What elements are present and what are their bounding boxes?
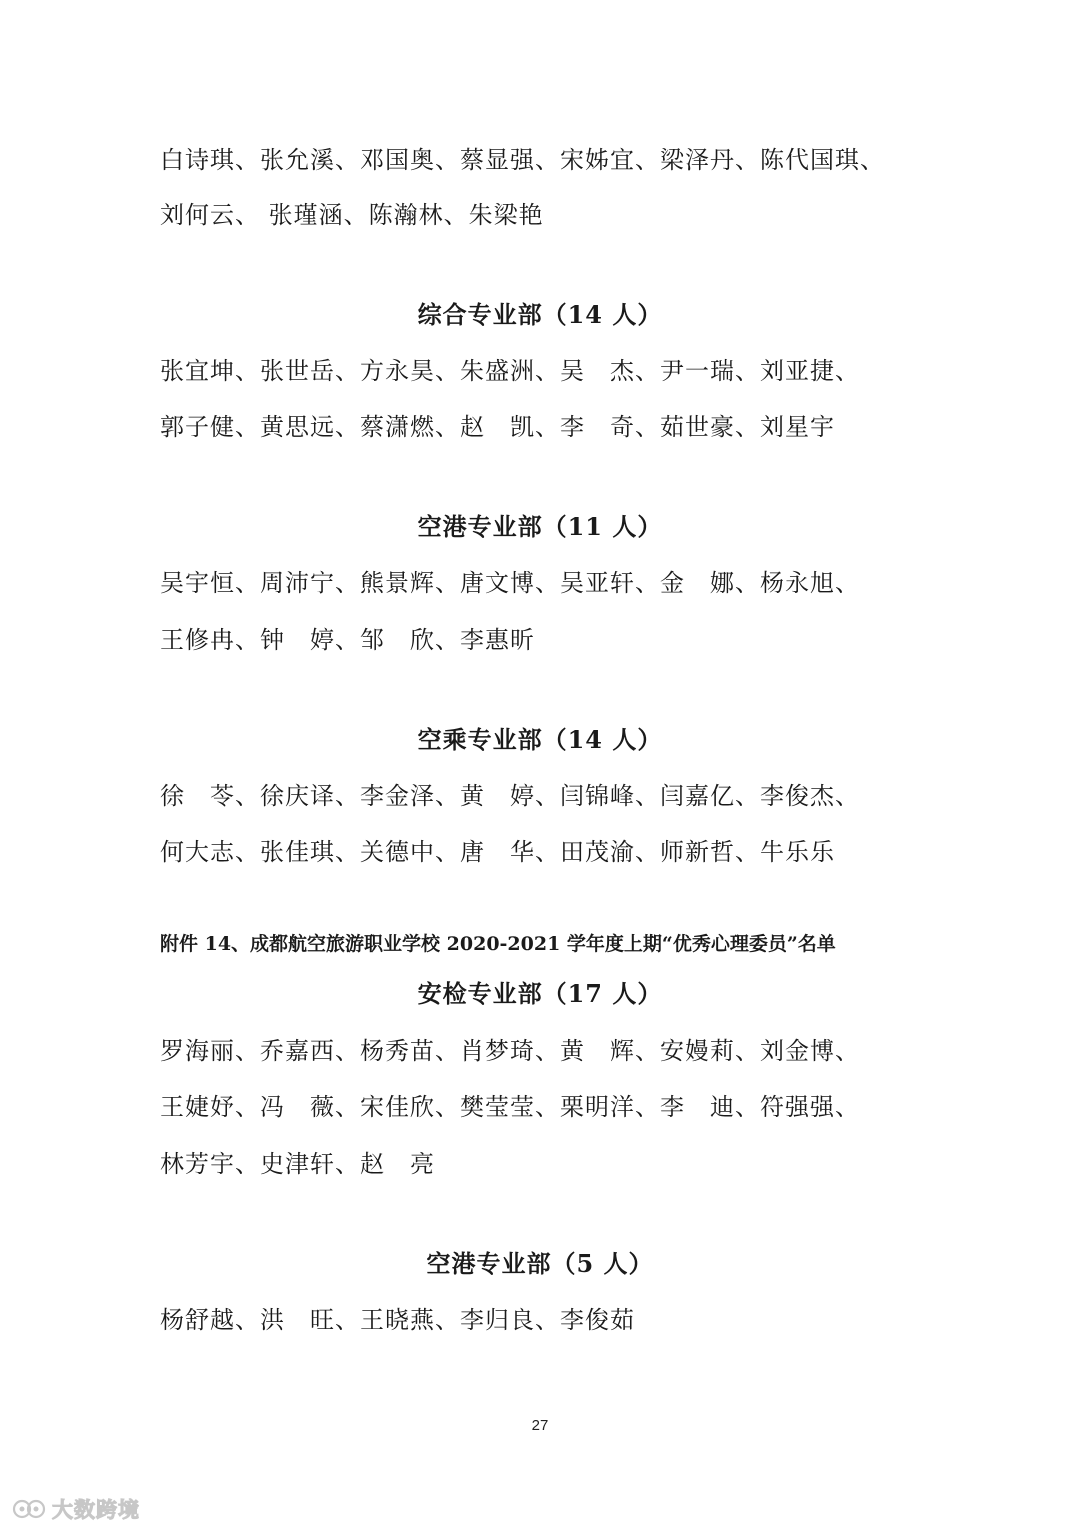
section-heading-zonghe: 综合专业部（14 人） [417, 300, 663, 329]
name-list-line: 吴宇恒、周沛宁、熊景辉、唐文博、吴亚轩、金 娜、杨永旭、 [160, 569, 860, 597]
name-list-line: 张宜坤、张世岳、方永昊、朱盛洲、吴 杰、尹一瑞、刘亚捷、 [160, 357, 860, 385]
name-list-line: 郭子健、黄思远、蔡潇燃、赵 凯、李 奇、茹世豪、刘星宇 [160, 413, 835, 441]
name-list-line: 林芳宇、史津轩、赵 亮 [160, 1150, 435, 1178]
name-list-line: 刘何云、 张瑾涵、陈瀚林、朱梁艳 [160, 201, 544, 229]
name-list-line: 王婕妤、冯 薇、宋佳欣、樊莹莹、栗明洋、李 迪、符强强、 [160, 1093, 860, 1121]
name-list-line: 何大志、张佳琪、关德中、唐 华、田茂渝、师新哲、牛乐乐 [160, 838, 835, 866]
section-heading-kongcheng: 空乘专业部（14 人） [417, 725, 663, 754]
name-list-line: 徐 苓、徐庆译、李金泽、黄 婷、闫锦峰、闫嘉亿、李俊杰、 [160, 782, 860, 810]
name-list-line: 罗海丽、乔嘉西、杨秀苗、肖梦琦、黄 辉、安嫚莉、刘金博、 [160, 1037, 860, 1065]
name-list-line: 杨舒越、洪 旺、王晓燕、李归良、李俊茹 [160, 1306, 635, 1334]
watermark-text: 大数跨境 [52, 1498, 140, 1522]
watermark [12, 1494, 140, 1524]
name-list-line: 王修冉、钟 婷、邹 欣、李惠昕 [160, 626, 535, 654]
page-number: 27 [531, 1417, 549, 1434]
name-list-line: 白诗琪、张允溪、邓国奥、蔡显强、宋姊宜、梁泽丹、陈代国琪、 [160, 146, 885, 174]
section-heading-konggang-2: 空港专业部（5 人） [426, 1249, 654, 1278]
attachment-title: 附件 14、成都航空旅游职业学校 2020-2021 学年度上期“优秀心理委员”名单 [160, 933, 836, 955]
logo-icon [12, 1496, 48, 1522]
section-heading-konggang: 空港专业部（11 人） [417, 512, 663, 541]
section-heading-anjian: 安检专业部（17 人） [417, 979, 663, 1008]
